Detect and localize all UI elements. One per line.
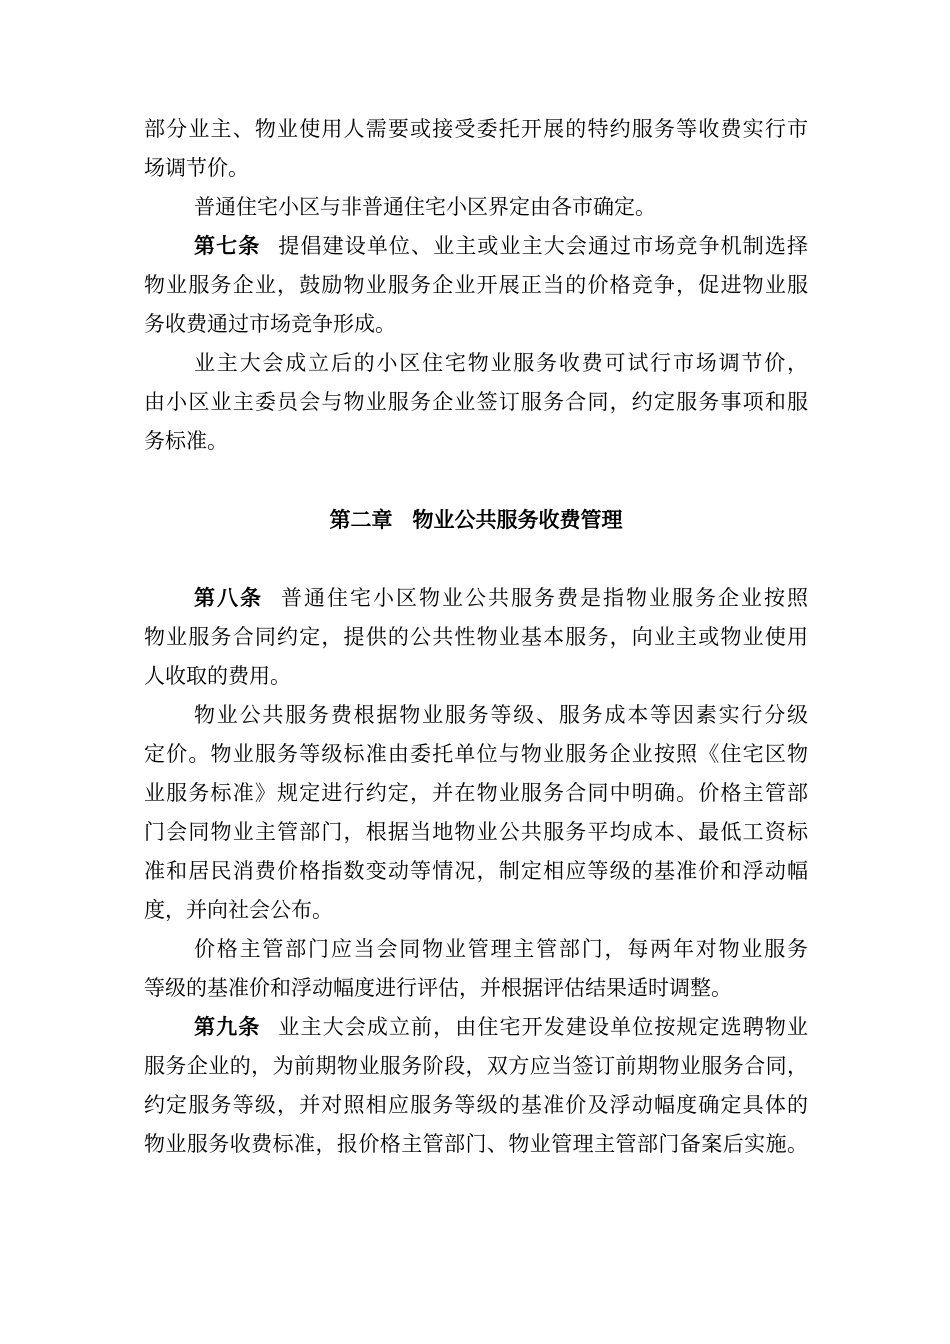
text-line bbox=[144, 579, 808, 618]
article-9 bbox=[144, 1008, 808, 1164]
paragraph-special-services bbox=[144, 110, 808, 188]
paragraph-residential-definition bbox=[144, 188, 808, 227]
paragraph-evaluation bbox=[144, 930, 808, 1008]
text-line: 服务企业的，为前期物业服务阶段，双方应当签订前期物业服务合同， bbox=[144, 1054, 808, 1078]
text-line: 业主大会成立后的小区住宅物业服务收费可试行市场调节价， bbox=[194, 351, 808, 375]
article-7 bbox=[144, 227, 808, 344]
paragraph-owners-assembly bbox=[144, 344, 808, 461]
text-line: 约定服务等级，并对照相应服务等级的基准价及浮动幅度确定具体的 bbox=[144, 1093, 808, 1117]
article-number: 第七条 bbox=[194, 234, 261, 258]
article-number: 第八条 bbox=[194, 586, 263, 610]
text-line: 门会同物业主管部门，根据当地物业公共服务平均成本、最低工资标 bbox=[144, 820, 808, 844]
text-line: 由小区业主委员会与物业服务企业签订服务合同，约定服务事项和服 bbox=[144, 390, 808, 414]
text-line: 准和居民消费价格指数变动等情况，制定相应等级的基准价和浮动幅 bbox=[144, 859, 808, 883]
article-8 bbox=[144, 579, 808, 696]
text-line: 普通住宅小区与非普通住宅小区界定由各市确定。 bbox=[194, 195, 656, 219]
text-line: 物业服务收费标准，报价格主管部门、物业管理主管部门备案后实施。 bbox=[144, 1132, 808, 1156]
text-line: 物业公共服务费根据物业服务等级、服务成本等因素实行分级 bbox=[194, 703, 808, 727]
text-line: 定价。物业服务等级标准由委托单位与物业服务企业按照《住宅区物 bbox=[144, 742, 808, 766]
document-page bbox=[144, 110, 808, 1164]
text-line: 物业服务合同约定，提供的公共性物业基本服务，向业主或物业使用 bbox=[144, 625, 808, 649]
text-line: 度，并向社会公布。 bbox=[144, 898, 333, 922]
paragraph-public-service-fee bbox=[144, 696, 808, 930]
chapter-title: 物业公共服务收费管理 bbox=[412, 508, 623, 532]
text-line: 务标准。 bbox=[144, 429, 228, 453]
text-line: 人收取的费用。 bbox=[144, 664, 291, 688]
article-text: 业主大会成立前，由住宅开发建设单位按规定选聘物业 bbox=[278, 1015, 808, 1039]
article-number: 第九条 bbox=[194, 1015, 261, 1039]
text-line: 部分业主、物业使用人需要或接受委托开展的特约服务等收费实行市 bbox=[144, 117, 808, 141]
chapter-heading bbox=[144, 501, 808, 540]
spacer bbox=[144, 540, 808, 579]
text-line: 业服务标准》规定进行约定，并在物业服务合同中明确。价格主管部 bbox=[144, 781, 808, 805]
text-line: 物业服务企业，鼓励物业服务企业开展正当的价格竞争，促进物业服 bbox=[144, 273, 808, 297]
chapter-number: 第二章 bbox=[329, 508, 393, 532]
text-line: 等级的基准价和浮动幅度进行评估，并根据评估结果适时调整。 bbox=[144, 976, 732, 1000]
text-line: 价格主管部门应当会同物业管理主管部门，每两年对物业服务 bbox=[194, 937, 808, 961]
text-line: 场调节价。 bbox=[144, 156, 249, 180]
spacer bbox=[144, 461, 808, 501]
text-line: 务收费通过市场竞争形成。 bbox=[144, 312, 396, 336]
article-text: 提倡建设单位、业主或业主大会通过市场竞争机制选择 bbox=[278, 234, 808, 258]
text-line bbox=[144, 1008, 808, 1047]
article-text: 普通住宅小区物业公共服务费是指物业服务企业按照 bbox=[281, 586, 808, 610]
text-line bbox=[144, 227, 808, 266]
